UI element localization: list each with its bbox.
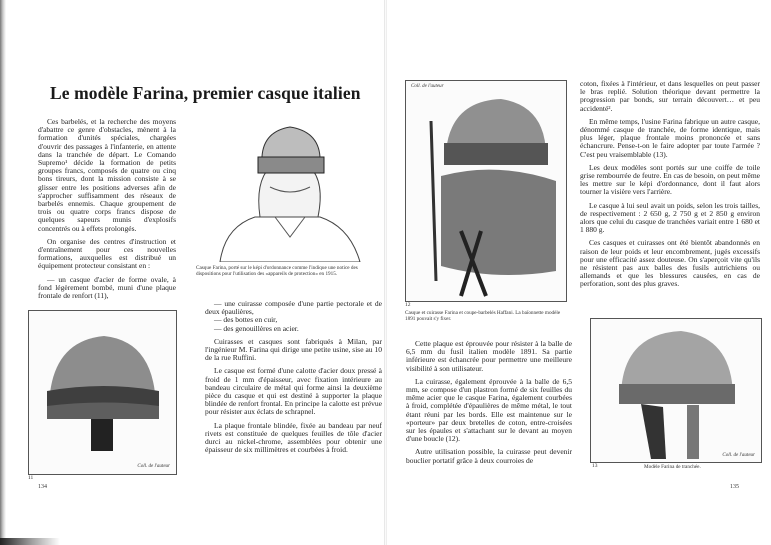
photo-credit: Coll. de l'auteur xyxy=(137,464,170,469)
paragraph: La cuirasse, également éprouvée à la balle de 6,5 mm, se compose d'un plastron formé de six feuilles du même acier que le casque Farina, également courbées à froid, complétée d'épaulières de même métal, le tout étant réuni par les bords. Elle est maintenue sur le «porteur» par deux bretelles de coton, entre-croisées sur les épaules et s'attachant sur le devant au moyen d'une boucle (12). xyxy=(406,376,572,444)
list-item: — des bottes en cuir, xyxy=(214,315,278,325)
paragraph: coton, fixées à l'intérieur, et dans lesquelles on peut passer le bras replié. Solution théorique devant permettre la progression par bonds, sur terrain découvert… et peu accidenté². xyxy=(580,79,760,113)
page-number: 134 xyxy=(38,484,47,490)
figure-caption: Modèle Farina de tranchée. xyxy=(644,464,701,470)
page-title: Le modèle Farina, premier casque italien xyxy=(50,83,361,103)
drawing-soldier-helmet xyxy=(200,112,380,262)
figure-number: 13 xyxy=(592,463,598,469)
right-column-text xyxy=(580,80,760,294)
list-item: — une cuirasse composée d'une partie pectorale et de deux épaulières, xyxy=(205,299,382,317)
paragraph: Ces barbelés, et la recherche des moyens d'abattre ce genre d'obstacles, mènent à la formation d'unités spéciales, chargées d'ouvrir des passages à l'infanterie, en attente dans la tranchée de départ. Le Comando Supremo¹ décide la formation de petits groupes francs, composés de quatre ou cinq bons tireurs, dont la mission consiste à se glisser entre les positions adverses afin de s'approcher suffisamment des réseaux de barbelés ennemis. Chaque groupement de trois ou quatre corps francs dispose de quelques sapeurs munis d'explosifs concentrés ou à effets prolongés. xyxy=(38,117,176,233)
list-item: — des genouillères en acier. xyxy=(214,323,299,333)
paragraph: Cuirasses et casques sont fabriqués à Milan, par l'ingénieur M. Farina qui dirige une petite usine, sise au 10 de la rue Ruffini. xyxy=(205,336,382,363)
figure-caption: Casque et cuirasse Farina et coupe-barbelés Haffani. La baïonnette modèle 1891 pouvait s'y fixer. xyxy=(405,310,561,322)
middle-column-text xyxy=(205,300,382,459)
paragraph: On organise des centres d'instruction et d'entraînement pour ces nouvelles formations, auxquelles est distribué un équipement protecteur consistant en : xyxy=(38,236,176,271)
right-page-left-column-text xyxy=(406,340,572,470)
paragraph: Autre utilisation possible, la cuirasse peut devenir bouclier portatif grâce à deux courroies de xyxy=(406,447,572,465)
book-spine xyxy=(384,0,387,545)
photo-trench-helmet xyxy=(590,318,762,463)
book-edge-shadow xyxy=(0,0,6,545)
photo-helmet-farina xyxy=(28,310,177,475)
figure-number: 12 xyxy=(405,302,411,308)
page-number: 135 xyxy=(730,484,739,490)
paragraph: Les deux modèles sont portés sur une coiffe de toile grise rembourrée de feutre. En cas de besoin, on peut même les mettre sur le képi d'ordonnance, dont il faut alors tourner la visière vers l'arrière. xyxy=(580,162,760,197)
paragraph: Ces casques et cuirasses ont été bientôt abandonnés en raison de leur poids et leur encombrement, jugés excessifs pour une efficacité assez douteuse. On s'aperçoit vite qu'ils ne résistent pas aux balles des fusils autrichiens ou allemands et que les blessures causées, en cas de perforation, sont des plus graves. xyxy=(580,238,760,289)
paragraph: — un casque d'acier de forme ovale, à fond légèrement bombé, muni d'une plaque frontale de renfort (11), xyxy=(38,274,176,301)
left-column-text xyxy=(38,118,176,305)
photo-helmet-cuirass-wirecutter xyxy=(405,80,567,302)
photo-credit: Coll. de l'auteur xyxy=(411,84,444,89)
paragraph: Cette plaque est éprouvée pour résister à la balle de 6,5 mm du fusil italien modèle 1891. Sa partie inférieure est échancrée pour permettre une meilleure visibilité à son utilisateur. xyxy=(406,339,572,373)
figure-number: 11 xyxy=(28,475,34,481)
book-edge-shadow xyxy=(0,538,60,545)
paragraph: Le casque est formé d'une calotte d'acier doux pressé à froid de 1 mm d'épaisseur, avec fixation intérieure au bandeau circulaire de métal qui forme ainsi la deuxième pièce du casque et qui est destiné à supporter la plaque blindée de renfort frontal. En principe la calotte est prévue pour résister aux éclats de schrapnel. xyxy=(205,366,382,417)
photo-credit: Coll. de l'auteur xyxy=(722,453,755,458)
paragraph: En même temps, l'usine Farina fabrique un autre casque, dénommé casque de tranchée, de forme identique, mais plus léger, plaque frontale moins prononcée et sans échancrure. Pense-t-on le faire adopter par toute l'armée ? C'est peu vraisemblable (13). xyxy=(580,116,760,159)
drawing-caption: Casque Farina, porté sur le képi d'ordonnance comme l'indique une notice des dispositions pour l'utilisation des «appareils de protection» en 1915. xyxy=(196,265,358,277)
paragraph: Le casque à lui seul avait un poids, selon les trois tailles, de respectivement : 2 650 g, 2 750 g et 2 850 g environ alors que celui du casque de tranchées variait entre 1 680 et 1 880 g. xyxy=(580,200,760,235)
paragraph: La plaque frontale blindée, fixée au bandeau par neuf rivets est constituée de quelques feuilles de tôle d'acier durci au nickel-chrome, assemblées pour obtenir une épaisseur de six millimètres et courbées à froid. xyxy=(205,420,382,455)
